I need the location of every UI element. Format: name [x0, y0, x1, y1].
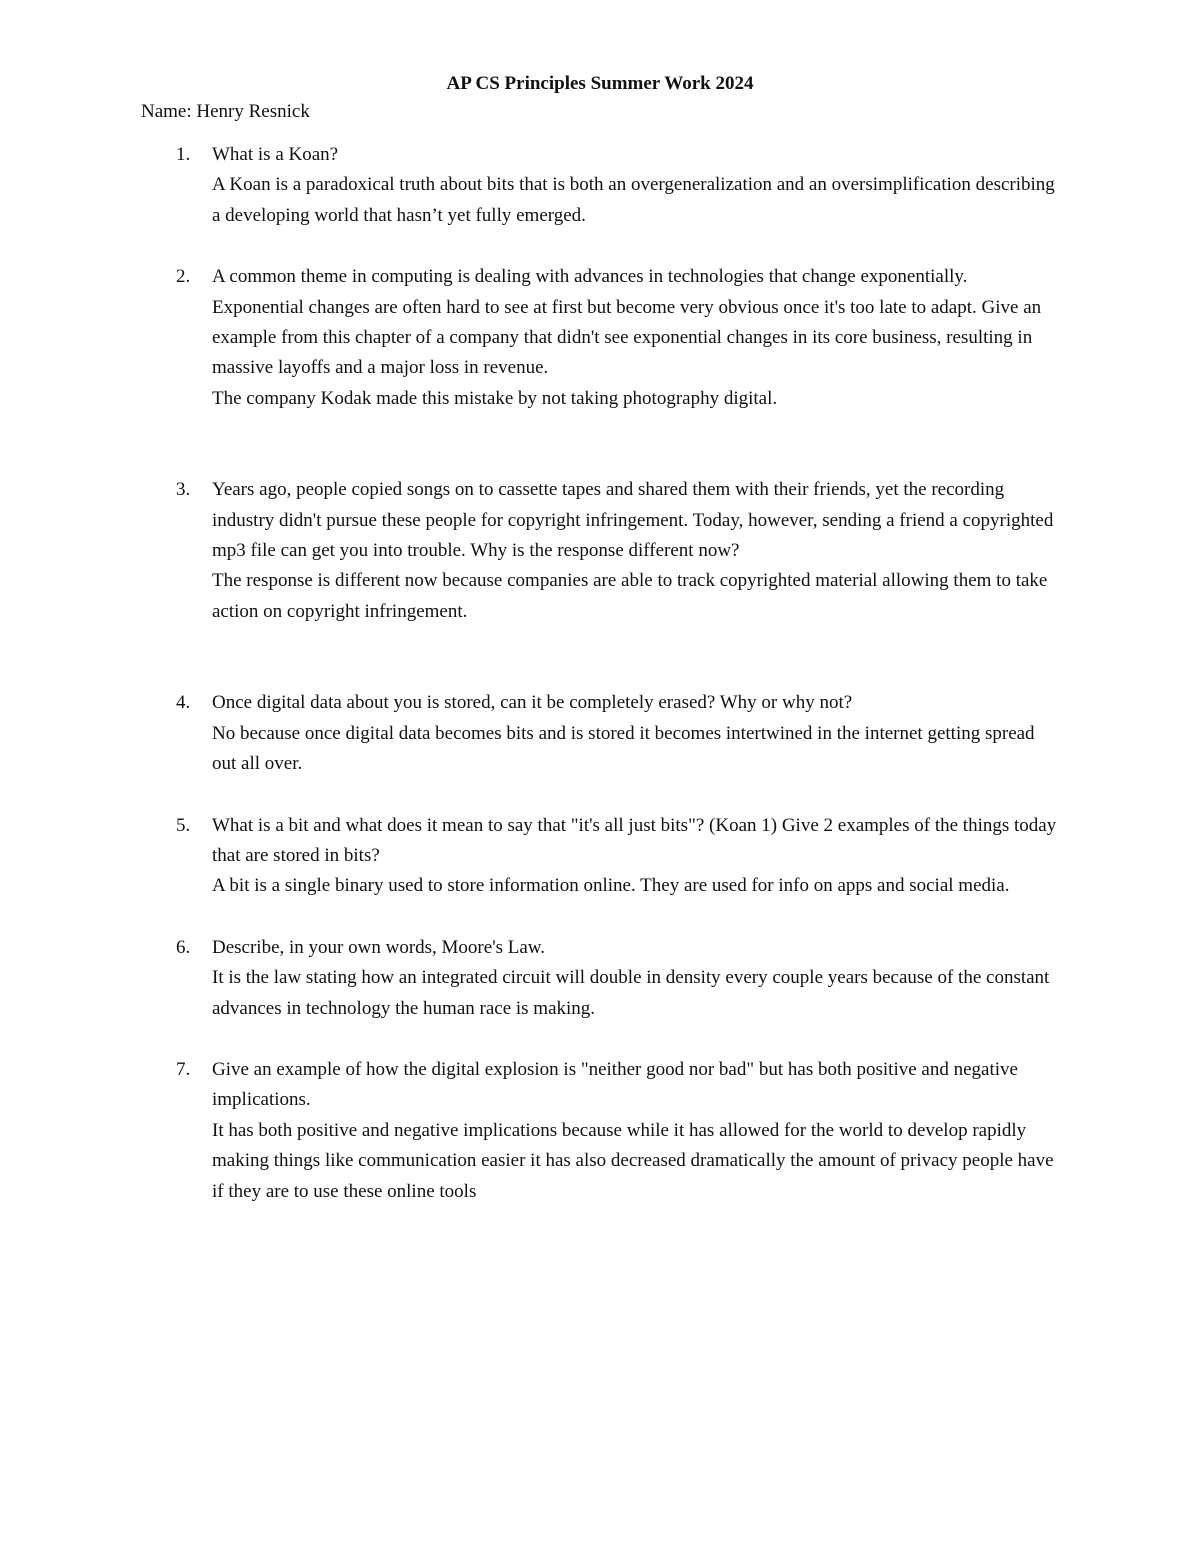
question-item-3 — [176, 475, 1062, 627]
question-number: 4. — [176, 692, 191, 714]
question-number: 1. — [176, 144, 191, 165]
question-number: 5. — [176, 814, 191, 836]
question-text: Describe, in your own words, Moore's Law. — [212, 936, 546, 958]
question-number: 3. — [176, 479, 191, 501]
answer-text: It is the law stating how an integrated circuit will double in density every couple years because of the constant advances in technology the human race is making. — [212, 967, 1050, 1019]
question-text: A common theme in computing is dealing with advances in technologies that change exponentially. Exponential changes are often hard to see at first but become very obvious once it's too late to adapt. Give an example from this chapter of a company that didn't see exponential changes in its core business, resulting in massive layoffs and a major loss in revenue. — [212, 266, 1042, 379]
answer-text: A Koan is a paradoxical truth about bits that is both an overgeneralization and an oversimplification describing a developing world that hasn’t yet fully emerged. — [212, 174, 1055, 226]
question-text: What is a Koan? — [212, 144, 339, 165]
answer-text: A bit is a single binary used to store information online. They are used for info on apps and social media. — [212, 875, 1010, 897]
answer-text: It has both positive and negative implications because while it has allowed for the world to develop rapidly making things like communication easier it has also decreased dramatically the amount of privacy people have if they are to use these online tools — [212, 1119, 1054, 1202]
question-item-4 — [176, 688, 1062, 779]
answer-text: The company Kodak made this mistake by not taking photography digital. — [212, 387, 778, 409]
question-item-6 — [176, 933, 1062, 1024]
question-list — [0, 140, 1200, 1207]
question-text: Once digital data about you is stored, can it be completely erased? Why or why not? — [212, 692, 853, 714]
question-text: What is a bit and what does it mean to say that "it's all just bits"? (Koan 1) Give 2 examples of the things today that are stored in bits? — [212, 814, 1057, 866]
question-number: 2. — [176, 266, 191, 288]
question-item-5 — [176, 811, 1062, 902]
question-item-7 — [176, 1055, 1062, 1207]
student-name-line: Name: Henry Resnick — [141, 101, 310, 122]
question-text: Years ago, people copied songs on to cassette tapes and shared them with their friends, yet the recording industry didn't pursue these people for copyright infringement. Today, however, sending a friend a copyrighted mp3 file can get you into trouble. Why is the response different now? — [212, 479, 1054, 562]
answer-text: The response is different now because companies are able to track copyrighted material allowing them to take action on copyright infringement. — [212, 570, 1048, 622]
question-item-2 — [176, 262, 1062, 414]
document-title: AP CS Principles Summer Work 2024 — [446, 73, 754, 94]
question-text: Give an example of how the digital explosion is "neither good nor bad" but has both positive and negative implications. — [212, 1058, 1018, 1111]
question-number: 6. — [176, 936, 191, 958]
question-item-1 — [176, 140, 1062, 231]
answer-text: No because once digital data becomes bits and is stored it becomes intertwined in the internet getting spread out all over. — [212, 722, 1035, 775]
question-number: 7. — [176, 1058, 191, 1080]
